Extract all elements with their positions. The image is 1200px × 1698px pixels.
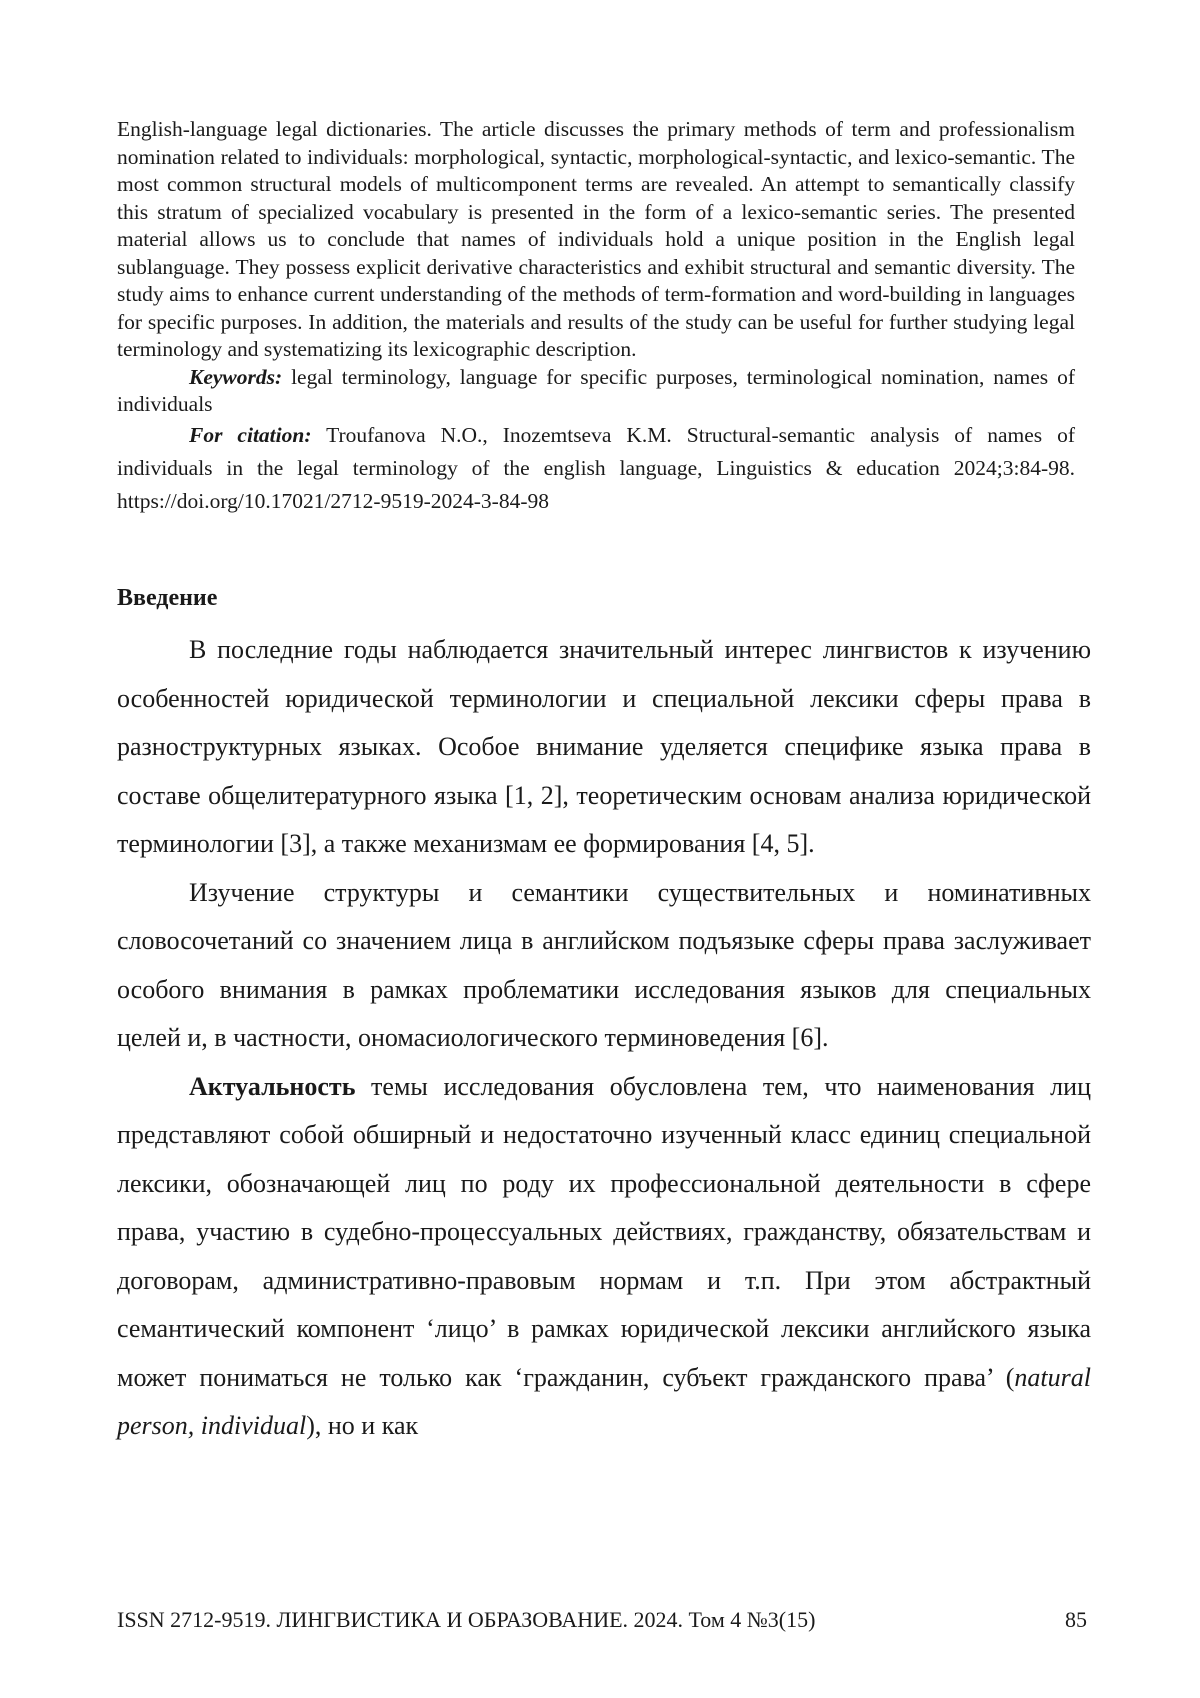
- paragraph-2: Изучение структуры и семантики существительных и номинативных словосочетаний со значением лица в английском подъязыке сферы права заслуживает особого внимания в рамках проблематики исследования языков для специальных целей и, в частности, ономасиологического терминоведения [6].: [117, 869, 1091, 1063]
- keywords-text: legal terminology, language for specific purposes, terminological nomination, names of individuals: [117, 365, 1075, 417]
- paragraph-3-bold-term: Актуальность: [189, 1072, 355, 1101]
- section-heading: Введение: [117, 582, 217, 614]
- page-number: 85: [1065, 1605, 1091, 1635]
- abstract-text: English-language legal dictionaries. The article discusses the primary methods of term and professionalism nomination related to individuals: morphological, syntactic, morphological-syntactic, and lexico-semantic. The most common structural models of multicomponent terms are revealed. An attempt to semantically classify this stratum of specialized vocabulary is presented in the form of a lexico-semantic series. The presented material allows us to conclude that names of individuals hold a unique position in the English legal sublanguage. They possess explicit derivative characteristics and exhibit structural and semantic diversity. The study aims to enhance current understanding of the methods of term-formation and word-building in languages for specific purposes. In addition, the materials and results of the study can be useful for further studying legal terminology and systematizing its lexicographic description.: [117, 116, 1075, 364]
- paragraph-3-italic: natural person, individual: [117, 1363, 1091, 1441]
- paragraph-3: [117, 1063, 1091, 1451]
- citation-line: [117, 419, 1075, 518]
- keywords-label: Keywords:: [189, 365, 282, 389]
- paragraph-3-end: ), но и как: [306, 1411, 418, 1440]
- keywords-line: [117, 364, 1075, 419]
- section-body: [117, 626, 1091, 1451]
- journal-info: ISSN 2712-9519. ЛИНГВИСТИКА И ОБРАЗОВАНИЕ. 2024. Том 4 №3(15): [117, 1605, 815, 1635]
- paragraph-3-text: темы исследования обусловлена тем, что наименования лиц представляют собой обширный и недостаточно изученный класс единиц специальной лексики, обозначающей лиц по роду их профессиональной деятельности в сфере права, участию в судебно-процессуальных действиях, гражданству, обязательствам и договорам, административно-правовым нормам и т.п. При этом абстрактный семантический компонент ‘лицо’ в рамках юридической лексики английского языка может пониматься не только как ‘гражданин, субъект гражданского права’ (: [117, 1072, 1091, 1392]
- citation-label: For citation:: [189, 423, 312, 447]
- page-footer: [117, 1605, 1091, 1635]
- citation-text: Troufanova N.O., Inozemtseva K.M. Structural-semantic analysis of names of individuals in the legal terminology of the english language, Linguistics & education 2024;3:84-98. https://doi.org/10.17021/2712-9519-2024-3-84-98: [117, 423, 1075, 513]
- paragraph-1: В последние годы наблюдается значительный интерес лингвистов к изучению особенностей юридической терминологии и специальной лексики сферы права в разноструктурных языках. Особое внимание уделяется специфике языка права в составе общелитературного языка [1, 2], теоретическим основам анализа юридической терминологии [3], а также механизмам ее формирования [4, 5].: [117, 626, 1091, 869]
- abstract-block: [117, 116, 1075, 518]
